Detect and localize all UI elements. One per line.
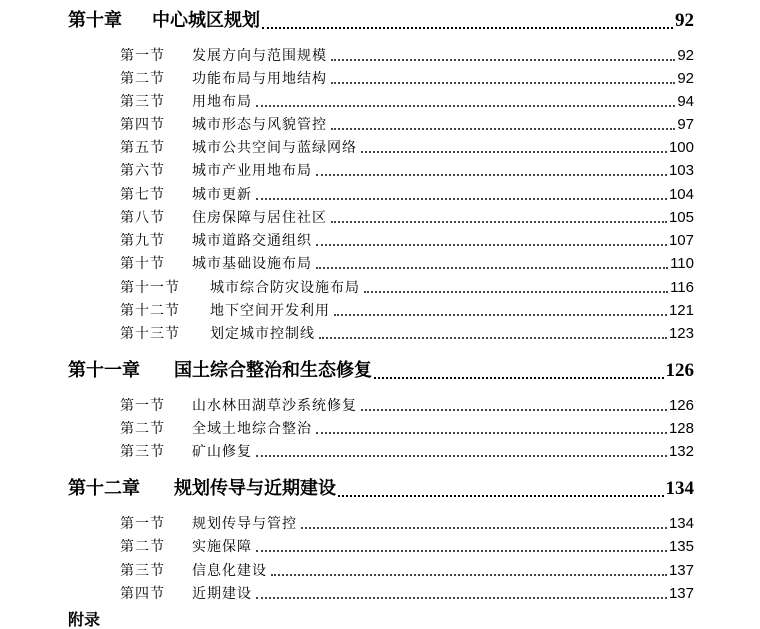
section-page: 137 (668, 562, 694, 579)
section-title: 用地布局 (192, 94, 252, 110)
section-title: 功能布局与用地结构 (192, 71, 327, 87)
next-heading-partial: 附录 (68, 610, 101, 629)
section-page: 94 (677, 93, 694, 110)
section-page: 137 (668, 585, 694, 602)
section-title: 近期建设 (192, 586, 252, 602)
section-number: 第一节 (120, 398, 165, 414)
dot-leader (362, 283, 668, 297)
toc-section[interactable] (120, 300, 694, 320)
dot-leader (299, 519, 667, 533)
toc-section[interactable] (120, 253, 694, 273)
dot-leader (314, 166, 667, 180)
dot-leader (314, 236, 667, 250)
section-page: 123 (668, 325, 694, 342)
section-page: 116 (670, 279, 694, 296)
section-title: 山水林田湖草沙系统修复 (192, 398, 357, 414)
toc-section[interactable] (120, 230, 694, 250)
section-page: 126 (668, 397, 694, 414)
section-number: 第一节 (120, 48, 165, 64)
section-number: 第八节 (120, 210, 165, 226)
section-page: 92 (677, 47, 694, 64)
section-page: 100 (668, 139, 694, 156)
section-number: 第十节 (120, 256, 165, 272)
dot-leader (317, 329, 667, 343)
dot-leader (254, 542, 667, 556)
dot-leader (359, 143, 667, 157)
section-title: 城市形态与风貌管控 (192, 117, 327, 133)
section-page: 107 (668, 232, 694, 249)
section-page: 97 (677, 116, 694, 133)
section-number: 第一节 (120, 516, 165, 532)
section-title: 住房保障与居住社区 (192, 210, 327, 226)
toc-section[interactable] (120, 137, 694, 157)
section-number: 第二节 (120, 71, 165, 87)
dot-leader (314, 424, 667, 438)
section-title: 实施保障 (192, 539, 252, 555)
chapter-number: 第十二章 (68, 478, 140, 499)
section-page: 105 (668, 209, 694, 226)
dot-leader (262, 14, 673, 32)
toc-chapter-11[interactable] (68, 356, 694, 382)
chapter-number: 第十章 (68, 10, 122, 31)
dot-leader (254, 589, 667, 603)
dot-leader (329, 120, 675, 134)
toc-section[interactable] (120, 583, 694, 603)
section-number: 第十三节 (120, 326, 180, 342)
section-page: 128 (668, 420, 694, 437)
section-page: 104 (668, 186, 694, 203)
section-title: 城市公共空间与蓝绿网络 (192, 140, 357, 156)
dot-leader (254, 97, 675, 111)
dot-leader (329, 51, 675, 65)
section-title: 发展方向与范围规模 (192, 48, 327, 64)
toc-section[interactable] (120, 418, 694, 438)
dot-leader (329, 213, 667, 227)
toc-section[interactable] (120, 560, 694, 580)
dot-leader (359, 401, 667, 415)
section-title: 城市基础设施布局 (192, 256, 312, 272)
section-title: 城市产业用地布局 (192, 163, 312, 179)
section-number: 第七节 (120, 187, 165, 203)
dot-leader (254, 447, 667, 461)
section-title: 划定城市控制线 (210, 326, 315, 342)
toc-section[interactable] (120, 68, 694, 88)
toc-section[interactable] (120, 513, 694, 533)
toc-section[interactable] (120, 441, 694, 461)
section-number: 第九节 (120, 233, 165, 249)
section-page: 121 (668, 302, 694, 319)
section-page: 134 (668, 515, 694, 532)
section-number: 第三节 (120, 444, 165, 460)
toc-section[interactable] (120, 45, 694, 65)
chapter-title: 中心城区规划 (152, 10, 260, 31)
toc-chapter-10[interactable] (68, 6, 694, 32)
toc-section[interactable] (120, 323, 694, 343)
toc-section[interactable] (120, 277, 694, 297)
chapter-number: 第十一章 (68, 360, 140, 381)
section-title: 城市更新 (192, 187, 252, 203)
chapter-page: 126 (665, 360, 694, 381)
section-number: 第五节 (120, 140, 165, 156)
section-title: 矿山修复 (192, 444, 252, 460)
toc-chapter-12[interactable] (68, 474, 694, 500)
section-title: 城市综合防灾设施布局 (210, 280, 360, 296)
section-number: 第十一节 (120, 280, 180, 296)
toc-section[interactable] (120, 395, 694, 415)
section-page: 103 (668, 162, 694, 179)
dot-leader (254, 190, 667, 204)
dot-leader (374, 364, 664, 382)
toc-section[interactable] (120, 184, 694, 204)
section-number: 第二节 (120, 539, 165, 555)
chapter-title: 国土综合整治和生态修复 (174, 360, 372, 381)
toc-section[interactable] (120, 207, 694, 227)
section-page: 110 (670, 255, 694, 272)
dot-leader (269, 566, 667, 580)
section-number: 第四节 (120, 586, 165, 602)
section-title: 全域土地综合整治 (192, 421, 312, 437)
section-title: 信息化建设 (192, 563, 267, 579)
section-number: 第二节 (120, 421, 165, 437)
section-title: 城市道路交通组织 (192, 233, 312, 249)
section-number: 第三节 (120, 563, 165, 579)
chapter-page: 134 (665, 478, 694, 499)
chapter-title: 规划传导与近期建设 (174, 478, 336, 499)
section-title: 规划传导与管控 (192, 516, 297, 532)
chapter-page: 92 (675, 10, 694, 31)
section-title: 地下空间开发利用 (210, 303, 330, 319)
section-page: 135 (668, 538, 694, 555)
section-page: 92 (677, 70, 694, 87)
section-number: 第四节 (120, 117, 165, 133)
section-number: 第十二节 (120, 303, 180, 319)
section-number: 第三节 (120, 94, 165, 110)
section-page: 132 (668, 443, 694, 460)
toc-section[interactable] (120, 114, 694, 134)
toc-section[interactable] (120, 160, 694, 180)
dot-leader (329, 74, 675, 88)
dot-leader (314, 259, 668, 273)
toc-section[interactable] (120, 536, 694, 556)
dot-leader (338, 482, 664, 500)
toc-section[interactable] (120, 91, 694, 111)
dot-leader (332, 306, 667, 320)
section-number: 第六节 (120, 163, 165, 179)
